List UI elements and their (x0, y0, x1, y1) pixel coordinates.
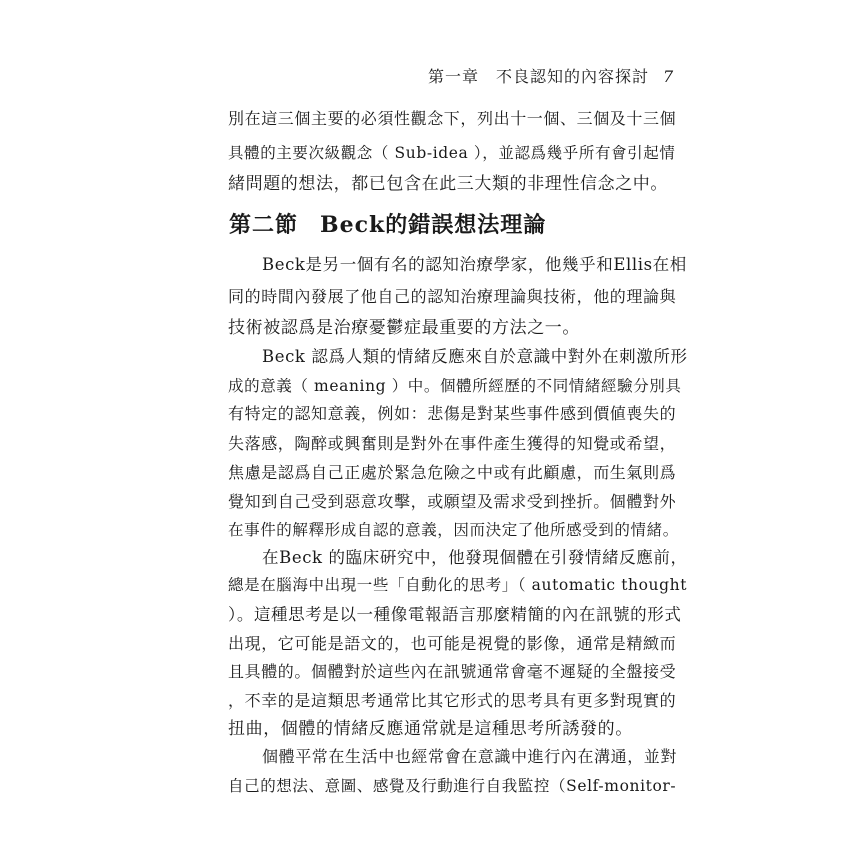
text-line: 有特定的認知意義，例如：悲傷是對某些事件感到價値喪失的 (228, 404, 677, 423)
text-line: 具體的主要次級觀念（ Sub-idea ），並認爲幾乎所有會引起情 (228, 144, 676, 162)
text-line: 成的意義（ meaning ）中。個體所經歷的不同情緒經驗分別具 (228, 377, 682, 395)
text-line: 別在這三個主要的必須性觀念下，列出十一個、三個及十三個 (228, 109, 677, 128)
text-line: 在Beck 的臨床硏究中，他發現個體在引發情緒反應前， (262, 548, 688, 567)
text-line: 在事件的解釋形成自認的意義，因而決定了他所感受到的情緒。 (228, 521, 679, 539)
text-line: ，不幸的是這類思考通常比其它形式的思考具有更多對現實的 (228, 691, 677, 710)
text-line: 且具體的。個體對於這些內在訊號通常會毫不遲疑的全盤接受 (228, 662, 677, 681)
section-number: 第二節 (229, 212, 299, 238)
page-number: 7 (663, 67, 675, 86)
running-header (428, 64, 688, 87)
text-line: 總是在腦海中出現一些「自動化的思考」（ automatic thought (228, 576, 688, 594)
text-line: Beck是另一個有名的認知治療學家，他幾乎和Ellis在相 (262, 255, 687, 274)
text-line: 同的時間內發展了他自己的認知治療理論與技術，他的理論與 (228, 287, 677, 306)
text-line: Beck 認爲人類的情緒反應來自於意識中對外在刺激所形 (262, 347, 688, 366)
text-line: 出現，它可能是語文的，也可能是視覺的影像，通常是精緻而 (228, 634, 677, 653)
text-line: 自己的想法、意圖、感覺及行動進行自我監控（Self-monitor- (228, 777, 677, 795)
text-line: 焦慮是認爲自己正處於緊急危險之中或有此顧慮，而生氣則爲 (228, 463, 677, 482)
section-heading (229, 208, 546, 239)
text-line: 緒問題的想法，都已包含在此三大類的非理性信念之中。 (228, 174, 668, 194)
text-line: 技術被認爲是治療憂鬱症最重要的方法之一。 (228, 318, 580, 338)
section-title: Beck的錯誤想法理論 (320, 212, 547, 238)
text-line: 覺知到自己受到惡意攻擊，或願望及需求受到挫折。個體對外 (228, 492, 677, 511)
text-line: ）。這種思考是以一種像電報語言那麼精簡的內在訊號的形式 (228, 605, 682, 624)
chapter-title: 第一章 不良認知的內容探討 (428, 67, 650, 86)
text-line: 失落感，陶醉或興奮則是對外在事件產生獲得的知覺或希望， (228, 434, 677, 453)
text-line: 個體平常在生活中也經常會在意識中進行內在溝通，並對 (262, 747, 678, 766)
text-line: 扭曲，個體的情緒反應通常就是這種思考所誘發的。 (228, 719, 633, 739)
